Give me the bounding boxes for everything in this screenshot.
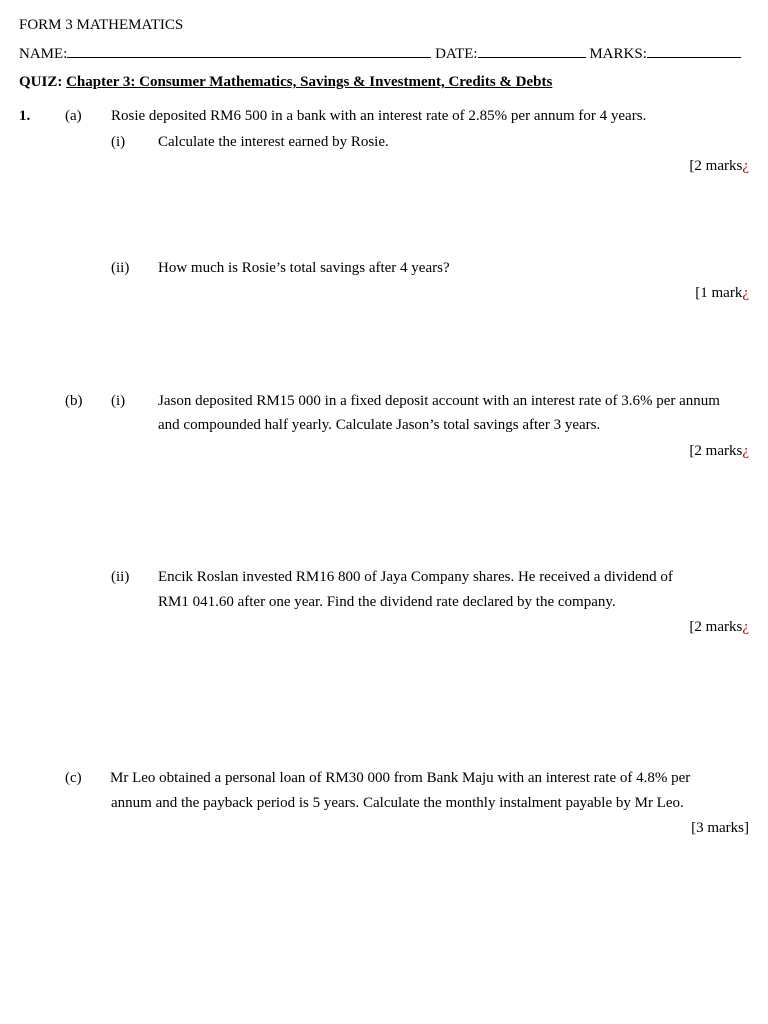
marks-label: MARKS:: [589, 46, 647, 62]
part-b-i-line2: and compounded half yearly. Calculate Jason’s total savings after 3 years.: [158, 417, 601, 433]
name-field[interactable]: [67, 46, 431, 58]
part-a-ii-label: (ii): [111, 260, 130, 276]
part-c-label: (c): [65, 770, 82, 786]
part-a-i-text: Calculate the interest earned by Rosie.: [158, 134, 389, 150]
quiz-label: QUIZ:: [19, 74, 63, 90]
part-a-stem: Rosie deposited RM6 500 in a bank with an interest rate of 2.85% per annum for 4 years.: [111, 108, 647, 124]
part-a-ii-text: How much is Rosie’s total savings after 4 years?: [158, 260, 450, 276]
date-label: DATE:: [435, 46, 478, 62]
part-c-line1: Mr Leo obtained a personal loan of RM30 000 from Bank Maju with an interest rate of 4.8% per: [110, 770, 691, 786]
part-b-ii-label: (ii): [111, 569, 130, 585]
question-number: 1.: [19, 108, 31, 124]
part-a-i-label: (i): [111, 134, 126, 150]
name-label: NAME:: [19, 46, 68, 62]
part-a-i-marks: [2 marks¿: [689, 158, 749, 174]
chapter-title: Chapter 3: Consumer Mathematics, Savings & Investment, Credits & Debts: [66, 74, 553, 90]
part-c-marks: [3 marks]: [691, 820, 749, 836]
part-a-label: (a): [65, 108, 82, 124]
quiz-heading: [19, 75, 552, 90]
part-c-line2: annum and the payback period is 5 years. Calculate the monthly instalment payable by Mr Leo.: [111, 795, 684, 811]
part-a-ii-marks: [1 mark¿: [695, 285, 749, 301]
part-b-i-label: (i): [111, 393, 126, 409]
part-b-ii-marks: [2 marks¿: [689, 619, 749, 635]
form-title: FORM 3 MATHEMATICS: [19, 17, 184, 33]
part-b-i-line1: Jason deposited RM15 000 in a fixed deposit account with an interest rate of 3.6% per annum: [158, 393, 720, 409]
date-field[interactable]: [478, 46, 586, 58]
part-b-i-marks: [2 marks¿: [689, 443, 749, 459]
marks-field[interactable]: [647, 46, 741, 58]
part-b-ii-line1: Encik Roslan invested RM16 800 of Jaya Company shares. He received a dividend of: [158, 569, 673, 585]
part-b-ii-line2: RM1 041.60 after one year. Find the dividend rate declared by the company.: [158, 594, 616, 610]
student-info-line: [19, 46, 741, 62]
part-b-label: (b): [65, 393, 83, 409]
